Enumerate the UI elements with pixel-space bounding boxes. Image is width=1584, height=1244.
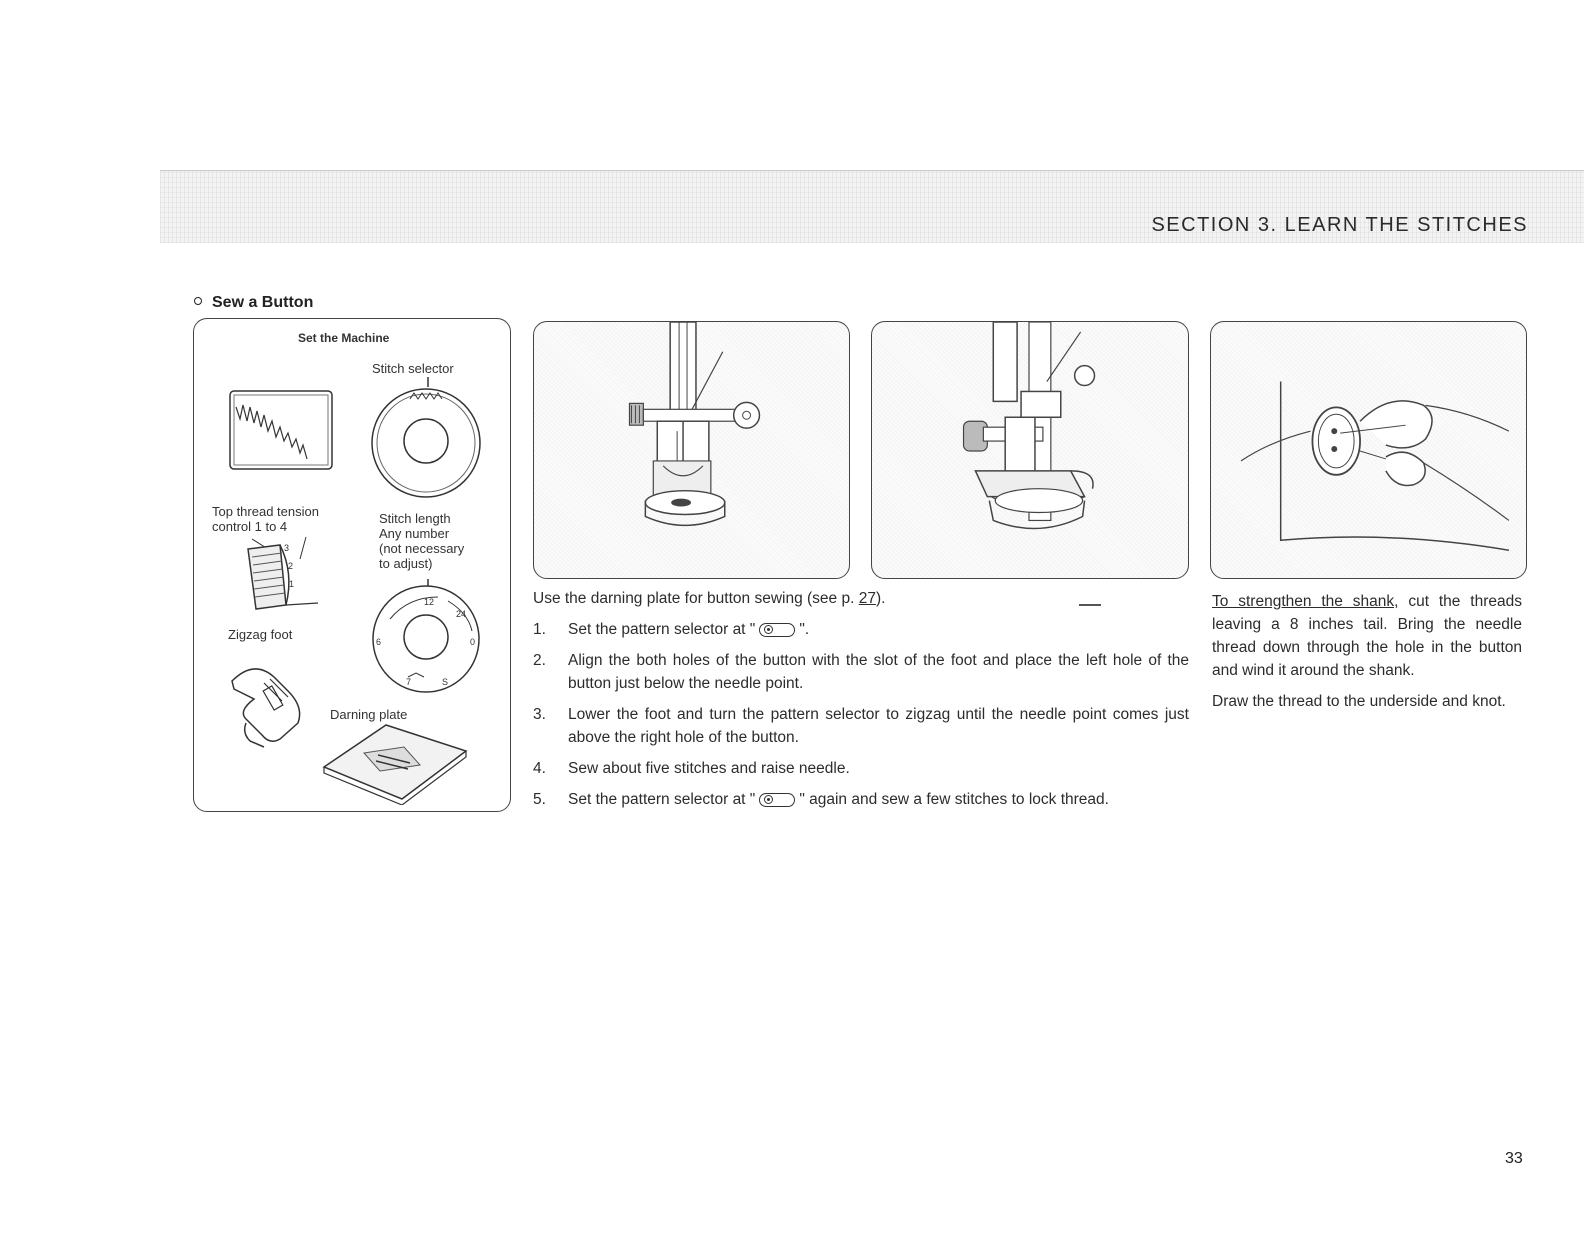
stitch-selector-label: Stitch selector (372, 361, 454, 376)
step-text: Lower the foot and turn the pattern selector to zigzag until the needle point comes just above the right hole of the button. (568, 706, 1189, 746)
tension-label-line2: control 1 to 4 (212, 519, 288, 534)
shank-rest: cut the threads leaving a 8 inches tail. Bring the needle thread down through the hole in the button and wind it around the shank. (1212, 593, 1522, 679)
section-heading (194, 294, 313, 312)
tension-dial-icon (234, 533, 320, 613)
shank-instructions (1212, 590, 1522, 721)
dash-mark (1079, 604, 1101, 606)
button-sewing-photo-2 (871, 321, 1189, 579)
hand-winding-thread-illustration (1211, 322, 1526, 578)
shank-winding-photo (1210, 321, 1527, 579)
tension-mark-3: 3 (284, 543, 290, 553)
intro-suffix: ). (875, 590, 886, 607)
step-number: 1. (533, 621, 546, 638)
length-mark-7: 7 (406, 677, 412, 687)
pattern-selector-icon (759, 623, 795, 637)
step-text-post: ". (799, 621, 810, 638)
step-text: Align the both holes of the button with the slot of the foot and place the left hole of the button just below the needle point. (568, 652, 1189, 692)
stitch-pattern-window-icon (228, 389, 334, 471)
step-number: 2. (533, 652, 546, 669)
instruction-steps (533, 618, 1189, 819)
step-number: 5. (533, 791, 546, 808)
darning-plate-label: Darning plate (330, 707, 408, 722)
bullet-icon (194, 297, 202, 305)
step-4 (533, 757, 1189, 780)
tension-mark-2: 2 (288, 561, 294, 571)
tension-mark-1: 1 (289, 579, 295, 589)
step-number: 4. (533, 760, 546, 777)
stitch-length-label-line1: Stitch length (379, 511, 451, 526)
step-5 (533, 788, 1189, 811)
stitch-length-label-line4: to adjust) (379, 556, 433, 571)
step-text: Sew about five stitches and raise needle. (568, 760, 850, 777)
sewing-foot-side-illustration (872, 322, 1188, 578)
length-mark-s: S (442, 677, 449, 687)
stitch-length-label-line2: Any number (379, 526, 450, 541)
length-mark-12: 12 (424, 597, 435, 607)
section-heading-text: Sew a Button (212, 294, 314, 311)
length-mark-6: 6 (376, 637, 382, 647)
step-text-post: " again and sew a few stitches to lock thread. (799, 791, 1109, 808)
sewing-foot-front-illustration (534, 322, 849, 578)
shank-paragraph-2: Draw the thread to the underside and knot. (1212, 693, 1506, 710)
step-3 (533, 703, 1189, 749)
stitch-selector-dial-icon (368, 375, 484, 499)
step-number: 3. (533, 706, 546, 723)
step-2 (533, 649, 1189, 695)
tension-label-line1: Top thread tension (212, 504, 319, 519)
page-number: 33 (1505, 1150, 1523, 1167)
step-text: Set the pattern selector at " (568, 621, 756, 638)
length-mark-0: 0 (470, 637, 476, 647)
button-sewing-photo-1 (533, 321, 850, 579)
zigzag-foot-label: Zigzag foot (228, 627, 293, 642)
pattern-selector-icon (759, 793, 795, 807)
shank-emphasis: To strengthen the shank, (1212, 593, 1399, 610)
length-mark-24: 24 (456, 609, 467, 619)
shank-paragraph-1 (1212, 590, 1522, 682)
intro-text (533, 588, 1193, 610)
stitch-length-label-line3: (not necessary (379, 541, 465, 556)
step-1 (533, 618, 1189, 641)
machine-settings-panel (193, 318, 511, 812)
darning-plate-icon (316, 719, 474, 805)
settings-title: Set the Machine (298, 331, 390, 345)
intro-prefix: Use the darning plate for button sewing (see p. (533, 590, 859, 607)
section-header-band (160, 170, 1584, 243)
section-title: SECTION 3. LEARN THE STITCHES (1151, 214, 1528, 236)
step-text: Set the pattern selector at " (568, 791, 756, 808)
page-reference-link[interactable]: 27 (858, 590, 876, 607)
zigzag-foot-icon (224, 653, 324, 753)
